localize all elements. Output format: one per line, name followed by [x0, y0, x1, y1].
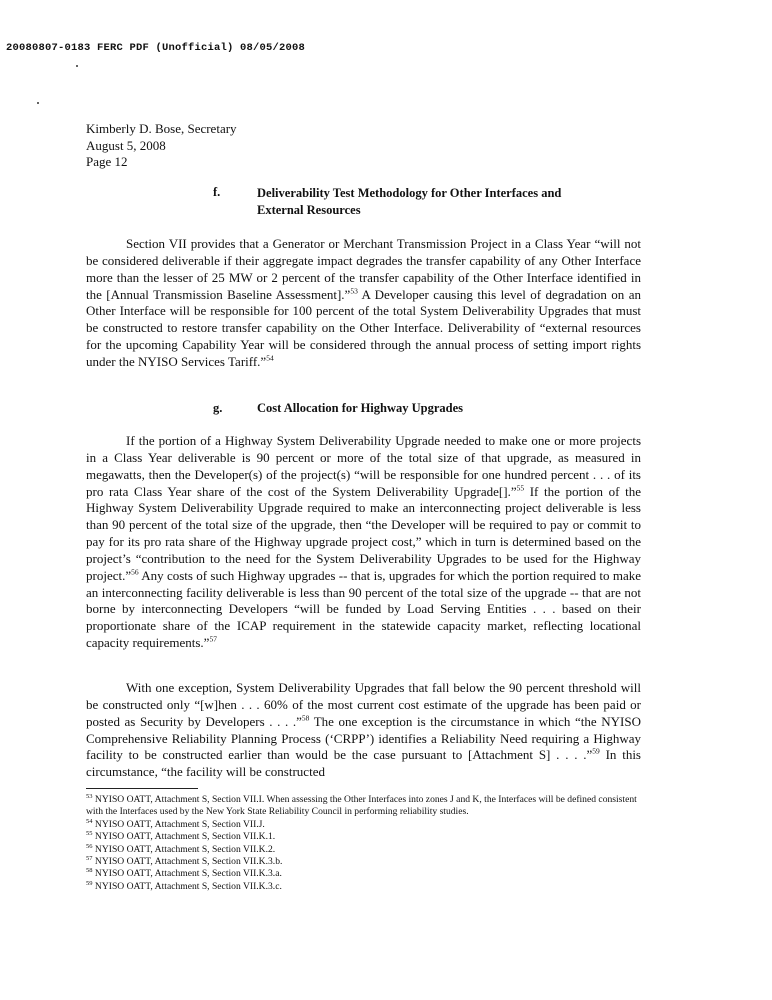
footnote-number: 56: [86, 842, 93, 850]
footnote-number: 53: [86, 792, 93, 800]
footnote-ref: 55: [516, 483, 525, 493]
footnote-item: [86, 794, 641, 819]
recipient-line: Kimberly D. Bose, Secretary: [86, 121, 237, 136]
date-line: August 5, 2008: [86, 137, 166, 153]
text-run: In this circumstance, “the facility will be constructed: [86, 747, 641, 780]
footnote-number: 59: [86, 879, 93, 887]
footnote-text: NYISO OATT, Attachment S, Section VII.J.: [92, 818, 265, 830]
text-run: If the portion of the Highway System Deliverability Upgrade required to make an interconnecting project deliverable is less than 90 percent of the total size of the upgrade, then “the Developer will be required to pay or commit to pay for its pro rata share of the Highway upgrade project cost,” which in turn is determined based on the project’s “contribution to the need for the System Deliverability Upgrades to be used for the Highway project.”: [86, 483, 641, 583]
section-f-title-line1: Deliverability Test Methodology for Other Interfaces and: [257, 186, 562, 200]
text-run: Any costs of such Highway upgrades -- that is, upgrades for which the portion required to make an interconnecting facility deliverable is less than 90 percent of the total size of the upgrade -- that are not borne by interconnecting Developers “will be funded by Load Serving Entities . . . based on their proportionate share of the ICAP requirement in the statewide capacity market, reflecting locational capacity requirements.”: [86, 567, 641, 651]
paragraph-section-f: [86, 236, 641, 371]
footnote-item: [86, 881, 641, 893]
footnote-ref: 58: [301, 713, 310, 723]
text-run: With one exception, System Deliverability Upgrades that fall below the 90 percent threshold will be constructed only “[w]hen . . . 60% of the most current cost estimate of the upgrade has been paid or posted as Security by Developers . . . .”: [86, 680, 641, 729]
footnote-text: NYISO OATT, Attachment S, Section VII.K.3.c.: [92, 880, 282, 892]
section-g-letter: g.: [213, 401, 223, 415]
paragraph-exception: [86, 680, 641, 781]
footnote-text: NYISO OATT, Attachment S, Section VII.K.3.a.: [92, 868, 282, 880]
footnote-item: [86, 856, 641, 868]
scan-speck: [37, 102, 39, 104]
footnote-text: NYISO OATT, Attachment S, Section VII.K.2.: [92, 843, 276, 855]
text-run: A Developer causing this level of degradation on an Other Interface will be responsible for 100 percent of the total System Deliverability Upgrades that must be constructed to restore transfer capability on the Other Interface. Deliverability of “external resources for the upcoming Capability Year will be considered through the annual process of setting import rights under the NYISO Services Tariff.”: [86, 286, 641, 369]
footnote-text: NYISO OATT, Attachment S, Section VII.K.1.: [92, 831, 276, 843]
footnote-ref: 56: [131, 567, 139, 577]
page-number: Page 12: [86, 154, 128, 169]
text-run: The one exception is the circumstance in which “the NYISO Comprehensive Reliability Planning Process (‘CRPP’) identifies a Reliability Need requiring a Highway facility to be constructed earlier than would be the case pursuant to [Attachment S] . . . .”: [86, 713, 642, 763]
letter-header: [86, 121, 237, 171]
scan-speck: [76, 65, 78, 67]
footnote-ref: 57: [209, 634, 217, 644]
footnote-text: NYISO OATT, Attachment S, Section VII.K.3.b.: [92, 856, 283, 868]
footnote-item: [86, 844, 641, 856]
footnote-ref: 59: [592, 747, 600, 757]
section-f-letter: f.: [213, 185, 221, 199]
section-f-title-line2: External Resources: [257, 203, 361, 217]
footnote-text: NYISO OATT, Attachment S, Section VII.I. When assessing the Other Interfaces into zones J and K, the Interfaces will be defined consistent with the Interfaces used by the New York State Reliability Council in performing reliability studies.: [86, 794, 637, 818]
footnote-ref: 54: [266, 353, 274, 363]
footnote-number: 58: [86, 867, 93, 875]
text-run: If the portion of a Highway System Deliverability Upgrade needed to make one or more projects in a Class Year deliverable is 90 percent or more of the total size of that upgrade, as measured in megawatts, then the Developer(s) of the project(s) “will be responsible for one hundred percent . . . of its pro rata Class Year share of the cost of the System Deliverability Upgrade[].”: [86, 433, 641, 499]
section-g-heading: Cost Allocation for Highway Upgrades: [257, 401, 464, 415]
paragraph-cost-allocation: [86, 433, 641, 652]
footnote-item: [86, 819, 641, 831]
footnote-item: [86, 868, 641, 880]
footnote-item: [86, 831, 641, 843]
text-run: Section VII provides that a Generator or Merchant Transmission Project in a Class Year “will not be considered deliverable if their aggregate impact degrades the transfer capability of any Other Interface more than the lesser of 25 MW or 2 percent of the transfer capability of the Other Interface identified in the [Annual Transmission Baseline Assessment].”: [86, 236, 641, 302]
footnote-number: 55: [86, 830, 93, 838]
footnotes-block: [86, 794, 641, 893]
footnote-number: 57: [86, 854, 93, 862]
footnote-separator: [86, 788, 198, 789]
filing-stamp: 20080807-0183 FERC PDF (Unofficial) 08/05/2008: [6, 42, 306, 54]
section-f-heading: [257, 185, 561, 219]
footnote-ref: 53: [350, 286, 358, 296]
footnote-number: 54: [86, 817, 93, 825]
